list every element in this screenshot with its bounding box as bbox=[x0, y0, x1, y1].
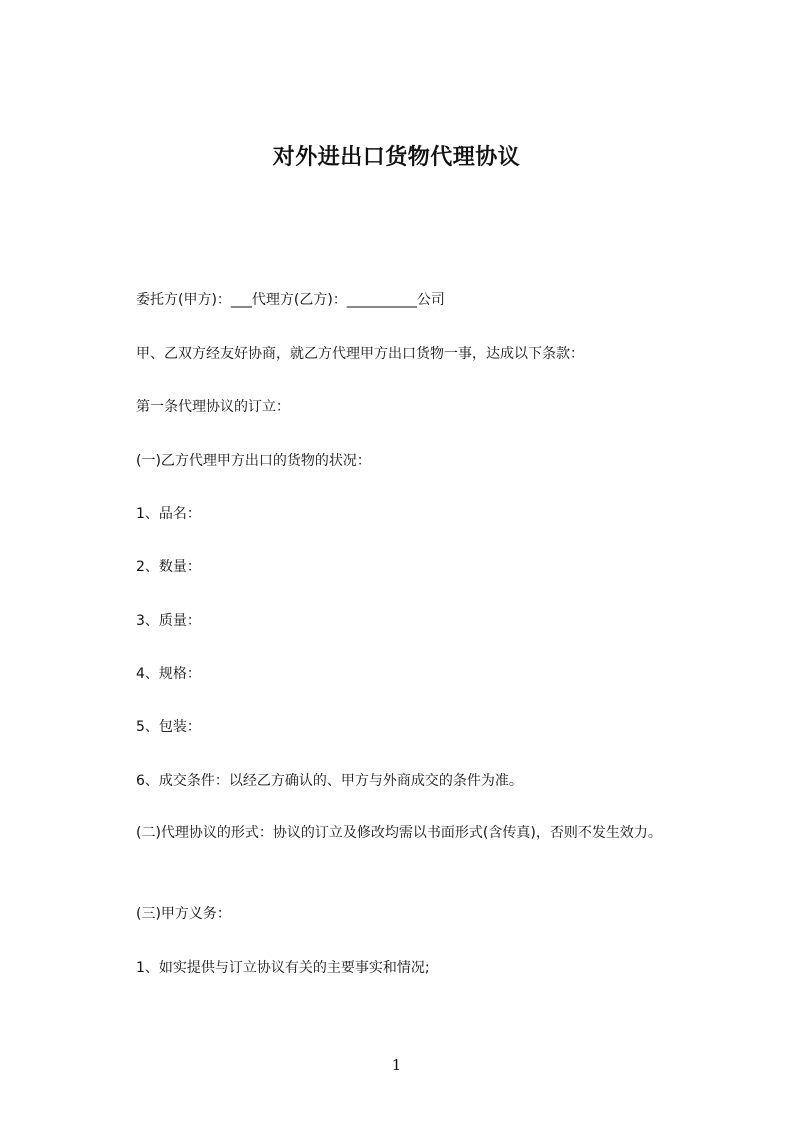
goods-item-specification: 4、规格： bbox=[136, 666, 201, 682]
page-number: 1 bbox=[391, 1056, 402, 1074]
section-1-heading: (一)乙方代理甲方出口的货物的状况： bbox=[136, 453, 371, 469]
duty-item-1: 1、如实提供与订立协议有关的主要事实和情况; bbox=[136, 960, 430, 976]
goods-item-quality: 3、质量： bbox=[136, 613, 201, 629]
parties-line: 委托方(甲方)：___代理方(乙方)：__________公司 bbox=[136, 292, 445, 308]
article-1-heading: 第一条代理协议的订立： bbox=[136, 399, 290, 415]
goods-item-quantity: 2、数量： bbox=[136, 559, 201, 575]
goods-item-terms: 6、成交条件：以经乙方确认的、甲方与外商成交的条件为准。 bbox=[136, 773, 523, 789]
section-3-heading: (三)甲方义务： bbox=[136, 906, 231, 922]
goods-item-name: 1、品名： bbox=[136, 506, 201, 522]
section-2-paragraph: (二)代理协议的形式：协议的订立及修改均需以书面形式(含传真)，否则不发生效力。 bbox=[136, 825, 662, 841]
intro-paragraph: 甲、乙双方经友好协商，就乙方代理甲方出口货物一事，达成以下条款： bbox=[136, 346, 584, 362]
goods-item-packaging: 5、包装： bbox=[136, 719, 201, 735]
document-title: 对外进出口货物代理协议 bbox=[272, 145, 521, 170]
